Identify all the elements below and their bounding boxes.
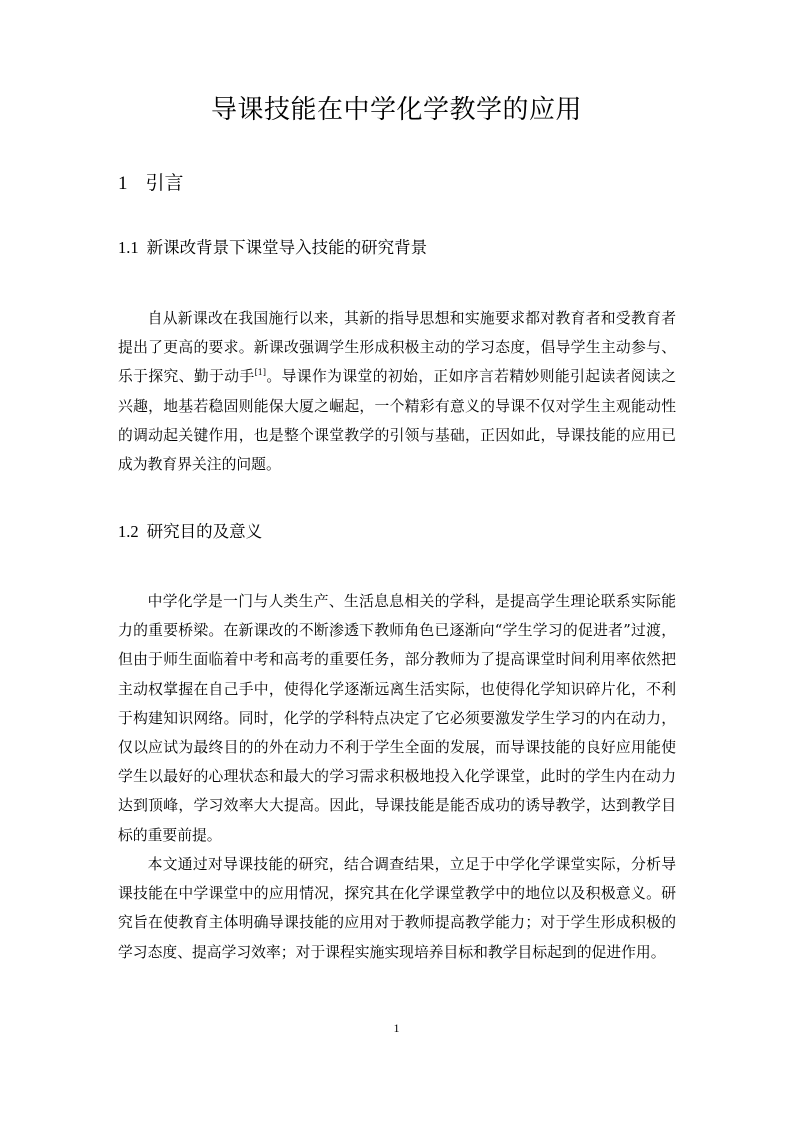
subsection-number: 1.2 [118,522,139,541]
page-number: 1 [393,1021,400,1035]
paragraph-text-continued: 。导课作为课堂的初始，正如序言若精妙则能引起读者阅读之兴趣，地基若稳固则能保大厦之崛起，一个精彩有意义的导课不仅对学生主观能动性的调动起关键作用，也是整个课堂教学的引领与基础，正因如此，导课技能的应用已成为教育界关注的问题。 [118,368,676,474]
subsection-title: 新课改背景下课堂导入技能的研究背景 [146,238,428,257]
subsection-title: 研究目的及意义 [146,522,263,541]
citation-reference: [1] [254,368,267,378]
subsection-heading-purpose [118,520,262,544]
subsection-heading-background [118,236,427,260]
document-title: 导课技能在中学化学教学的应用 [210,95,582,125]
paragraph-significance: 本文通过对导课技能的研究，结合调查结果，立足于中学化学课堂实际，分析导课技能在中学课堂中的应用情况，探究其在化学课堂教学中的地位以及积极意义。研究旨在使教育主体明确导课技能的应用对于教师提高教学能力；对于学生形成积极的学习态度、提高学习效率；对于课程实施实现培养目标和教学目标起到的促进作用。 [118,856,676,961]
section-title: 引言 [145,172,184,194]
paragraph-background [118,304,676,479]
paragraph-purpose: 中学化学是一门与人类生产、生活息息相关的学科，是提高学生理论联系实际能力的重要桥梁。在新课改的不断渗透下教师角色已逐渐向“学生学习的促进者”过渡，但由于师生面临着中考和高考的重要任务，部分教师为了提高课堂时间利用率依然把主动权掌握在自己手中，使得化学逐渐远离生活实际，也使得化学知识碎片化，不利于构建知识网络。同时，化学的学科特点决定了它必须要激发学生学习的内在动力，仅以应试为最终目的的外在动力不利于学生全面的发展，而导课技能的良好应用能使学生以最好的心理状态和最大的学习需求积极地投入化学课堂，此时的学生内在动力达到顶峰，学习效率大大提高。因此，导课技能是能否成功的诱导教学，达到教学目标的重要前提。 [118,593,676,844]
paragraph-text: 自从新课改在我国施行以来，其新的指导思想和实施要求都对教育者和受教育者提出了更高的要求。新课改强调学生形成积极主动的学习态度，倡导学生主动参与、乐于探究、勤于动手 [118,310,676,386]
section-heading-introduction [118,170,184,197]
section-number: 1 [118,173,128,194]
subsection-number: 1.1 [118,238,139,257]
